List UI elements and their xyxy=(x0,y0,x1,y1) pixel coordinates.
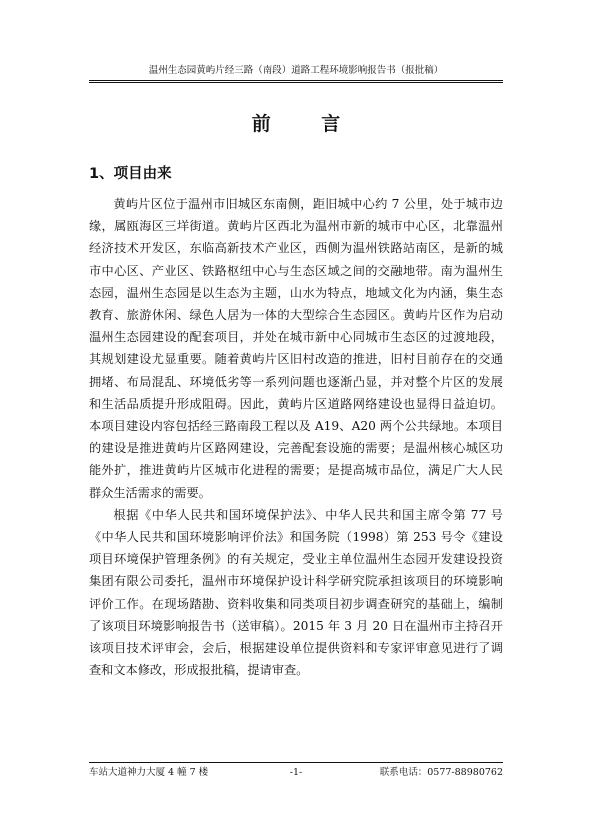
paragraph-1: 黄屿片区位于温州市旧城区东南侧，距旧城中心约 7 公里，处于城市边缘，属瓯海区三垟街道。黄屿片区西北为温州市新的城市中心区，北靠温州经济技术开发区，东临高新技术产业区，西侧为温州铁路站南区，是新的城市中心区、产业区、铁路枢纽中心与生态区域之间的交融地带。南为温州生态园，温州生态园是以生态为主题，山水为特点，地域文化为内涵，集生态教育、旅游休闲、绿色人居为一体的大型综合生态园区。黄屿片区作为启动温州生态园建设的配套项目，并处在城市新中心同城市生态区的过渡地段，其规划建设尤显重要。随着黄屿片区旧村改造的推进，旧村目前存在的交通拥堵、布局混乱、环境低劣等一系列问题也逐渐凸显，并对整个片区的发展和生活品质提升形成阻碍。因此，黄屿片区道路网络建设也显得日益迫切。本项目建设内容包括经三路南段工程以及 A19、A20 两个公共绿地。本项目的建设是推进黄屿片区路网建设，完善配套设施的需要；是温州核心城区功能外扩，推进黄屿片区城市化进程的需要；是提高城市品位，满足广大人民群众生活需求的需要。 xyxy=(89,197,503,500)
footer-address: 车站大道神力大厦 4 幢 7 楼 xyxy=(89,767,209,778)
page-footer xyxy=(89,766,503,780)
page-title: 前 言 xyxy=(251,113,363,135)
footer-divider xyxy=(89,762,503,763)
header-divider xyxy=(89,80,503,83)
paragraph-2: 根据《中华人民共和国环境保护法》、中华人民共和国主席令第 77 号《中华人民共和国环境影响评价法》和国务院（1998）第 253 号令《建设项目环境保护管理条例》的有关规定，受业主单位温州生态园开发建设投资集团有限公司委托，温州市环境保护设计科学研究院承担该项目的环境影响评价工作。在现场踏勘、资料收集和同类项目初步调查研究的基础上，编制了该项目环境影响报告书（送审稿）。2015 年 3 月 20 日在温州市主持召开该项目技术评审会，会后，根据建设单位提供资料和专家评审意见进行了调查和文本修改，形成报批稿，提请审查。 xyxy=(89,507,503,678)
section-heading: 1、项目由来 xyxy=(89,166,172,182)
body-text xyxy=(89,193,503,681)
running-header: 温州生态园黄屿片经三路（南段）道路工程环境影响报告书（报批稿） xyxy=(148,65,444,76)
footer-contact: 联系电话：0577-88980762 xyxy=(379,767,503,778)
page-number: -1- xyxy=(289,767,303,778)
